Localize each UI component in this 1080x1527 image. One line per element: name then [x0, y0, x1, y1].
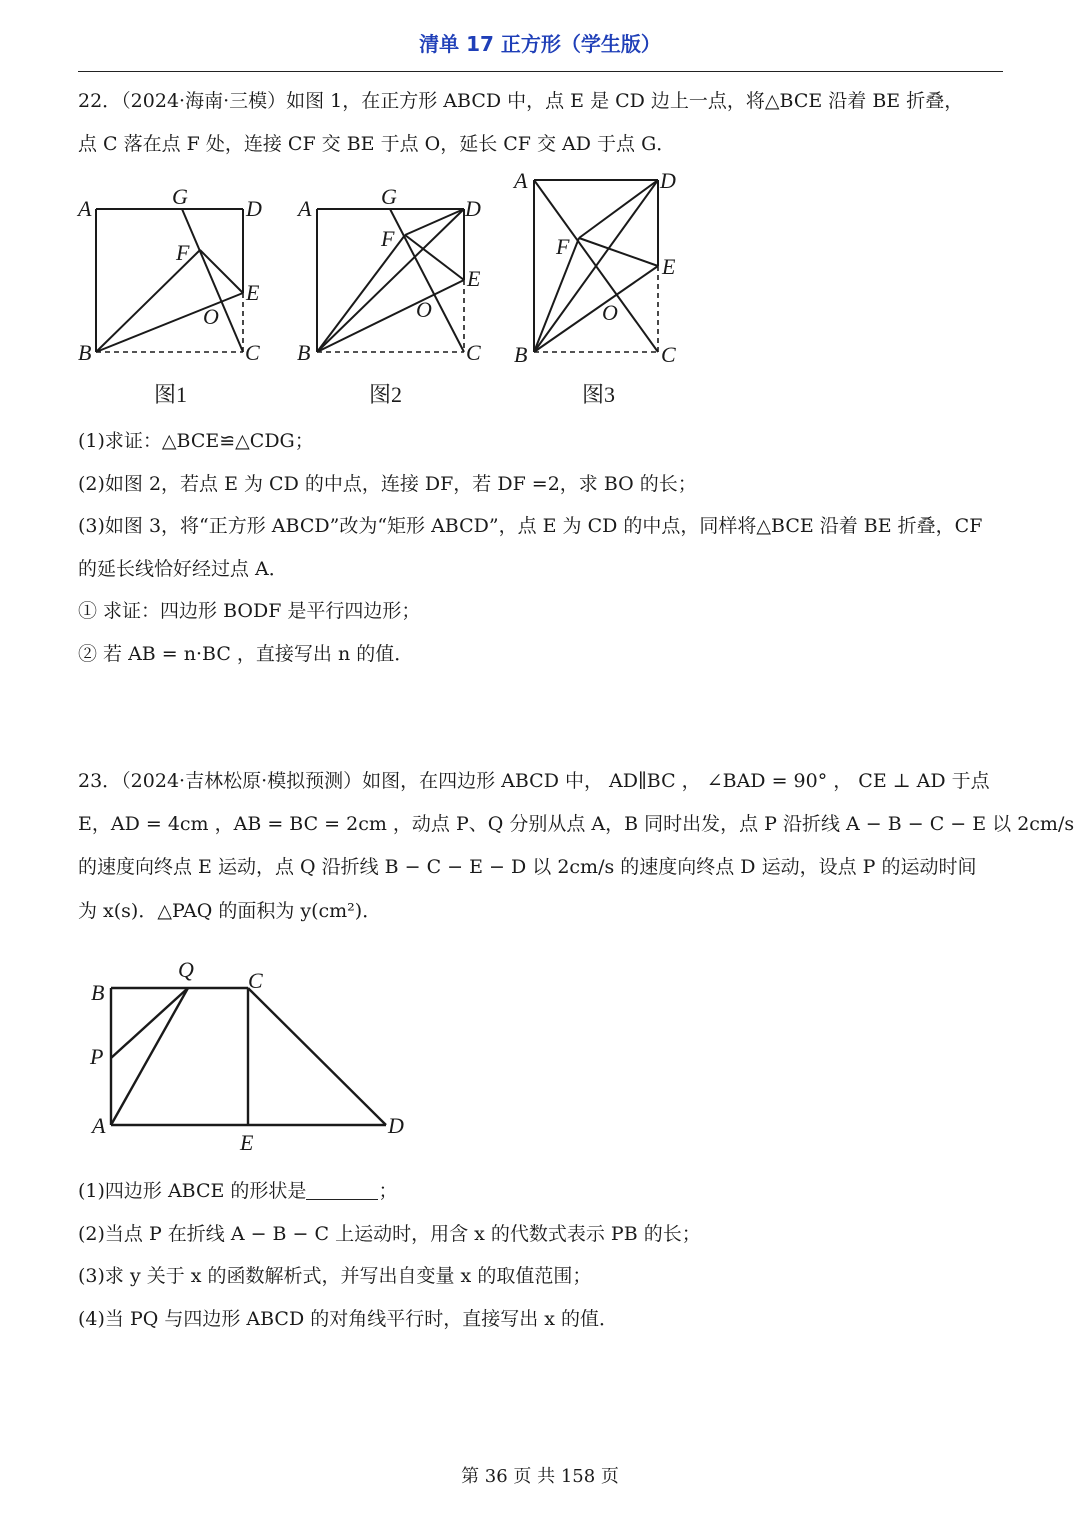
p22-figure-2 — [285, 180, 495, 412]
p22-question-1: (1)求证：△BCE≌△CDG； — [78, 430, 314, 452]
fig2-label-g: G — [381, 184, 397, 209]
fig1-label-g: G — [172, 184, 188, 209]
fig3-label-e: E — [662, 254, 676, 279]
p23-label-b: B — [91, 980, 105, 1005]
fig1-label-o: O — [203, 304, 219, 329]
p22-question-2: (2)如图 2，若点 E 为 CD 的中点，连接 DF，若 DF =2，求 BO 的长； — [78, 473, 697, 495]
fig3-caption: 图3 — [582, 382, 616, 407]
p23-line-2: E，AD = 4cm ，AB = BC = 2cm ，动点 P、Q 分别从点 A，B 同时出发，点 P 沿折线 A − B − C − E 以 2cm/s — [78, 813, 1075, 835]
p22-line-2: 点 C 落在点 F 处，连接 CF 交 BE 于点 O，延长 CF 交 AD 于点 G． — [78, 133, 676, 155]
fig1-label-b: B — [78, 340, 92, 365]
header-rule — [78, 71, 1003, 72]
p23-line-1: 23．（2024·吉林松原·模拟预测）如图，在四边形 ABCD 中， AD∥BC ， ∠BAD = 90° ， CE ⊥ AD 于点 — [78, 770, 990, 792]
fig3-label-o: O — [602, 300, 618, 325]
p23-question-1-text: (1)四边形 ABCE 的形状是 — [78, 1180, 307, 1202]
p23-label-c: C — [248, 968, 263, 993]
fig2-caption: 图2 — [369, 382, 403, 407]
fig1-label-c: C — [245, 340, 260, 365]
p23-line-3: 的速度向终点 E 运动，点 Q 沿折线 B − C − E − D 以 2cm/s 的速度向终点 D 运动，设点 P 的运动时间 — [78, 856, 977, 878]
fig2-label-o: O — [416, 297, 432, 322]
fig2-label-e: E — [467, 266, 481, 291]
p23-label-d: D — [388, 1113, 404, 1138]
fig3-label-a: A — [514, 168, 528, 193]
fig3-label-d: D — [660, 168, 676, 193]
p23-question-3: (3)求 y 关于 x 的函数解析式，并写出自变量 x 的取值范围； — [78, 1265, 592, 1287]
fig3-label-b: B — [514, 342, 528, 367]
p22-question-3-part1: ① 求证：四边形 BODF 是平行四边形； — [78, 600, 421, 622]
fig1-label-e: E — [246, 280, 260, 305]
p22-question-3: (3)如图 3，将“正方形 ABCD”改为“矩形 ABCD”，点 E 为 CD 的中点，同样将△BCE 沿着 BE 折叠，CF — [78, 515, 983, 537]
p23-question-2: (2)当点 P 在折线 A − B − C 上运动时，用含 x 的代数式表示 PB 的长； — [78, 1223, 701, 1245]
p23-question-1 — [78, 1176, 397, 1203]
p23-label-p: P — [90, 1044, 104, 1069]
fig2-label-b: B — [297, 340, 311, 365]
p23-question-1-end: ； — [378, 1180, 398, 1202]
fig1-label-d: D — [246, 196, 262, 221]
p22-line-1: 22．（2024·海南·三模）如图 1，在正方形 ABCD 中，点 E 是 CD 边上一点，将△BCE 沿着 BE 折叠， — [78, 90, 964, 112]
fig2-label-a: A — [298, 196, 312, 221]
fig2-label-d: D — [465, 196, 481, 221]
fig2-label-c: C — [466, 340, 481, 365]
p23-label-a: A — [92, 1113, 106, 1138]
p23-label-e: E — [240, 1130, 254, 1155]
fig1-caption: 图1 — [154, 382, 188, 407]
fig1-label-f: F — [176, 240, 190, 265]
p23-question-4: (4)当 PQ 与四边形 ABCD 的对角线平行时，直接写出 x 的值． — [78, 1308, 619, 1330]
answer-blank — [306, 1181, 378, 1200]
fig3-label-c: C — [661, 342, 676, 367]
fig3-label-f: F — [556, 234, 570, 259]
p23-line-4: 为 x(s)．△PAQ 的面积为 y(cm²)． — [78, 900, 382, 922]
p23-figure — [78, 950, 428, 1160]
fig1-label-a: A — [78, 196, 92, 221]
page-header: 清单 17 正方形（学生版） — [419, 32, 661, 56]
p23-label-q: Q — [178, 957, 194, 982]
page-footer: 第 36 页 共 158 页 — [461, 1466, 619, 1487]
p22-figure-1 — [70, 180, 270, 412]
p22-question-3-cont: 的延长线恰好经过点 A． — [78, 558, 288, 580]
p22-question-3-part2: ② 若 AB = n·BC ，直接写出 n 的值． — [78, 643, 414, 665]
fig2-label-f: F — [381, 226, 395, 251]
p22-figure-3 — [500, 166, 700, 412]
